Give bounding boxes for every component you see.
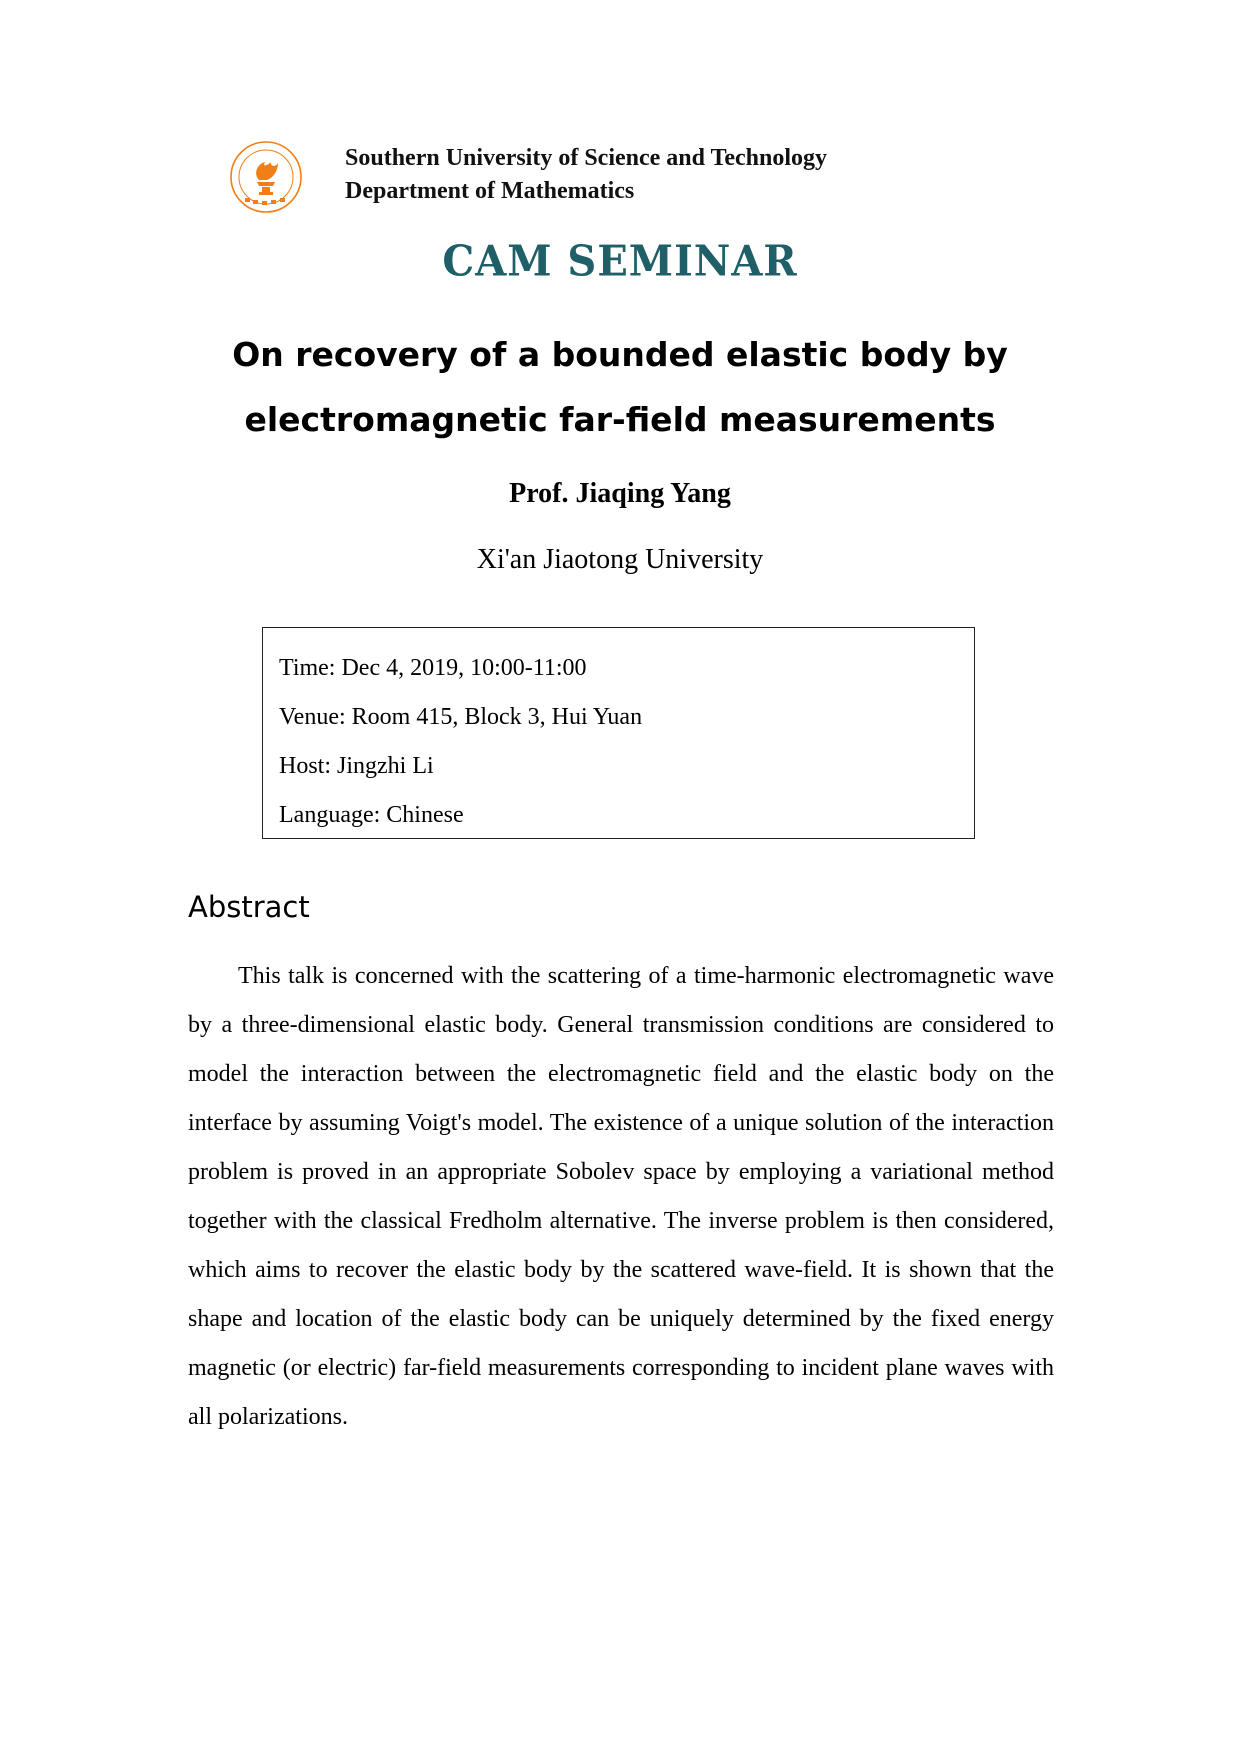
event-host: Host: Jingzhi Li	[279, 753, 434, 779]
seminar-label: CAM SEMINAR	[442, 236, 798, 287]
institution-header	[345, 142, 827, 208]
talk-title-line: electromagnetic far-field measurements	[244, 400, 996, 439]
talk-title	[0, 322, 1240, 452]
abstract-body: This talk is concerned with the scattering of a time-harmonic electromagnetic wave by a three-dimensional elastic body. General transmission conditions are considered to model the interaction between the electromagnetic field and the elastic body on the interface by assuming Voigt's model. The existence of a unique solution of the interaction problem is proved in an appropriate Sobolev space by employing a variational method together with the classical Fredholm alternative. The inverse problem is then considered, which aims to recover the elastic body by the scattered wave-field. It is shown that the shape and location of the elastic body can be uniquely determined by the fixed energy magnetic (or electric) far-field measurements corresponding to incident plane waves with all polarizations.	[188, 963, 1054, 1430]
event-language: Language: Chinese	[279, 802, 464, 828]
event-details-box	[262, 627, 975, 839]
department-name: Department of Mathematics	[345, 178, 635, 204]
institution-name: Southern University of Science and Technology	[345, 145, 828, 171]
speaker-name: Prof. Jiaqing Yang	[509, 478, 731, 509]
university-seal-icon	[229, 140, 303, 214]
event-venue: Venue: Room 415, Block 3, Hui Yuan	[279, 704, 643, 730]
speaker-affiliation: Xi'an Jiaotong University	[476, 544, 764, 575]
abstract-heading: Abstract	[188, 890, 310, 924]
talk-title-line: On recovery of a bounded elastic body by	[232, 335, 1008, 374]
event-time: Time: Dec 4, 2019, 10:00-11:00	[279, 655, 587, 681]
